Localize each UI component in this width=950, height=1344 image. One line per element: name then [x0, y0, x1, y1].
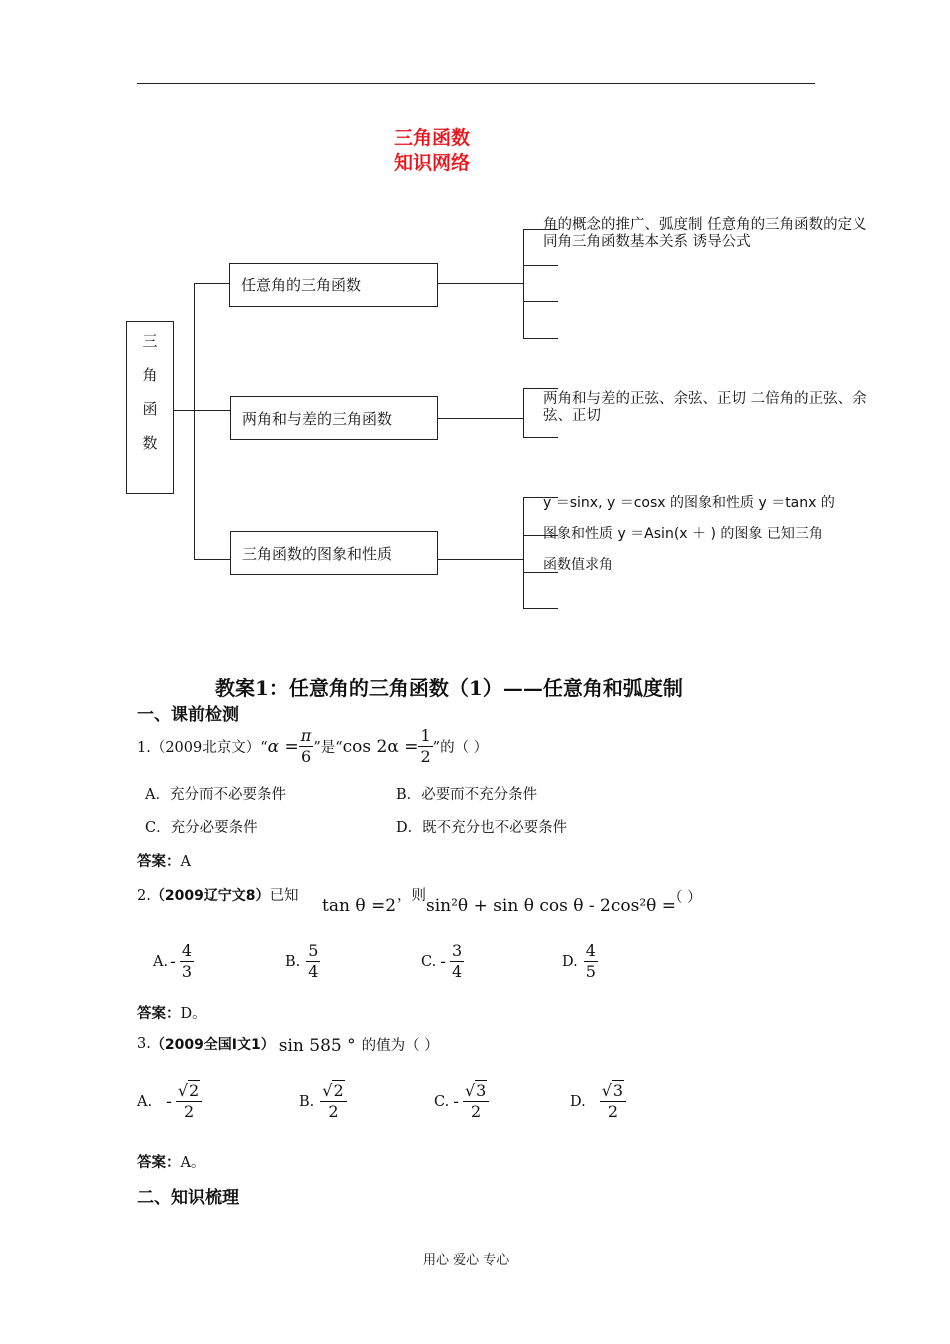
- connector: [523, 388, 558, 389]
- q1-six: 6: [300, 747, 312, 766]
- answer-label: 答案：: [137, 853, 181, 870]
- q2-then: ，则: [397, 888, 426, 904]
- option-label: C.: [434, 1093, 450, 1110]
- option-fraction: [450, 942, 464, 981]
- root-char: 角: [142, 366, 158, 384]
- q1-mid: ”是“: [313, 740, 343, 756]
- connector: [523, 437, 558, 438]
- q2-condition: tan θ =2: [322, 896, 397, 916]
- option-label: D.: [570, 1093, 586, 1110]
- q3-source: （2009全国Ⅰ文1）: [150, 1037, 275, 1053]
- option-label: A.: [153, 953, 169, 970]
- leaf-text-3-line: y ＝sinx, y ＝cosx 的图象和性质 y ＝tanx 的: [543, 495, 835, 511]
- q2-number: 2.: [137, 888, 151, 904]
- q1-fraction: [299, 727, 314, 766]
- q2-known: 已知: [269, 888, 299, 904]
- q3-expression: sin 585 °: [278, 1036, 356, 1056]
- option-fraction: [180, 942, 194, 981]
- q2-option-c: [421, 942, 464, 981]
- q1-one: 1: [420, 726, 431, 745]
- q1-cos2a: cos 2α =: [342, 736, 419, 757]
- page-footer: 用心 爱心 专心: [423, 1253, 510, 1268]
- frac-den: 2: [328, 1102, 339, 1121]
- option-sign: -: [166, 1091, 172, 1112]
- answer-value: A。: [180, 1155, 206, 1171]
- q3-answer: [137, 1151, 205, 1172]
- q2-answer: [137, 1002, 207, 1023]
- q1-option-b: B．必要而不充分条件: [396, 787, 538, 803]
- option-fraction: $\frac{√3}{2}$: [463, 1082, 489, 1121]
- leaf-text-1: 角的概念的推广、弧度制 任意角的三角函数的定义 同角三角函数基本关系 诱导公式: [543, 217, 867, 250]
- connector: [438, 418, 524, 419]
- frac-num: 3: [451, 941, 463, 960]
- option-label: B.: [299, 1093, 315, 1110]
- question-1: [137, 727, 488, 766]
- option-fraction: [584, 942, 598, 981]
- root-char: 函: [142, 400, 158, 418]
- q1-answer: [137, 850, 191, 871]
- connector: [523, 229, 524, 339]
- option-sign: -: [170, 951, 176, 972]
- section-heading-1: 一、课前检测: [137, 705, 239, 725]
- frac-den: 2: [183, 1102, 195, 1121]
- branch-box-2: [230, 396, 438, 440]
- option-label: C.: [421, 953, 437, 970]
- q2-option-b: [285, 942, 320, 981]
- branch-label: 任意角的三角函数: [241, 276, 362, 294]
- option-fraction: $\frac{√3}{2}$: [600, 1082, 626, 1121]
- q3-number: 3.: [137, 1036, 151, 1052]
- frac-num: 4: [585, 941, 596, 960]
- q1-suffix: ”的（ ）: [432, 740, 489, 756]
- option-fraction: $\frac{√2}{2}$: [176, 1082, 202, 1121]
- connector: [523, 608, 558, 609]
- radicand: 2: [333, 1081, 344, 1100]
- connector: [523, 265, 558, 266]
- radicand: 2: [189, 1081, 200, 1100]
- frac-num: 5: [308, 941, 319, 960]
- q1-two: 2: [420, 747, 431, 766]
- branch-label: 两角和与差的三角函数: [242, 410, 393, 428]
- branch-box-1: [229, 263, 438, 307]
- answer-value: D。: [180, 1006, 207, 1022]
- leaf-text-3-line: 图象和性质 y ＝Asin(x ＋ ) 的图象 已知三角: [543, 526, 823, 542]
- frac-den: 3: [181, 962, 193, 981]
- answer-label: 答案：: [137, 1005, 181, 1022]
- q1-option-a: A．充分而不必要条件: [145, 787, 286, 803]
- frac-den: 2: [471, 1102, 482, 1121]
- connector: [523, 388, 524, 438]
- connector: [523, 338, 558, 339]
- title-line-1: 三角函数: [394, 127, 471, 149]
- question-3: [137, 1032, 439, 1056]
- q3-option-c: [434, 1082, 489, 1121]
- frac-den: 4: [308, 962, 319, 981]
- q2-option-a: [153, 942, 194, 981]
- frac-den: 4: [451, 962, 463, 981]
- option-fraction: $\frac{√2}{2}$: [320, 1082, 346, 1121]
- root-box: [126, 321, 174, 494]
- connector: [523, 301, 558, 302]
- knowledge-diagram: [0, 0, 950, 640]
- frac-num: 4: [181, 941, 193, 960]
- option-sign: -: [453, 1091, 459, 1112]
- option-fraction: [306, 942, 320, 981]
- frac-den: 2: [607, 1102, 618, 1121]
- connector: [438, 283, 524, 284]
- q1-option-c: C．充分必要条件: [145, 820, 258, 836]
- lesson-title: 教案1：任意角的三角函数（1）——任意角和弧度制: [215, 676, 683, 700]
- q2-source: （2009辽宁文8）: [150, 888, 270, 904]
- option-label: D.: [562, 953, 578, 970]
- branch-box-3: [230, 531, 438, 575]
- answer-label: 答案：: [137, 1154, 181, 1171]
- connector: [174, 410, 195, 411]
- option-label: A.: [137, 1093, 153, 1110]
- section-heading-2: 二、知识梳理: [137, 1188, 239, 1208]
- q2-option-d: [562, 942, 598, 981]
- q3-option-a: [137, 1082, 202, 1121]
- q1-option-d: D．既不充分也不必要条件: [396, 820, 568, 836]
- connector: [438, 559, 524, 560]
- q2-paren: （ ）: [668, 890, 702, 906]
- q3-option-b: [299, 1082, 347, 1121]
- connector: [194, 283, 195, 560]
- root-char: 三: [142, 332, 158, 350]
- title-line-2: 知识网络: [394, 152, 471, 174]
- frac-den: 5: [585, 962, 596, 981]
- question-2: [137, 884, 299, 905]
- radicand: 3: [476, 1081, 487, 1100]
- option-label: B.: [285, 953, 301, 970]
- connector: [523, 497, 524, 609]
- leaf-text-3-line: 函数值求角: [543, 557, 613, 573]
- q3-tail: 的值为（ ）: [361, 1037, 439, 1054]
- option-sign: -: [440, 951, 446, 972]
- radicand: 3: [612, 1081, 624, 1100]
- branch-label: 三角函数的图象和性质: [242, 545, 393, 563]
- q1-pi: π: [300, 726, 312, 745]
- q1-alpha-eq: α =: [267, 736, 299, 757]
- q3-option-d: [570, 1082, 626, 1121]
- connector: [194, 410, 230, 411]
- root-char: 数: [142, 434, 158, 452]
- connector: [194, 559, 230, 560]
- leaf-text-2: 两角和与差的正弦、余弦、正切 二倍角的正弦、余弦、正切: [543, 391, 867, 424]
- leaf-text-3: [543, 488, 873, 581]
- q2-expression: sin²θ + sin θ cos θ - 2cos²θ =: [426, 896, 677, 916]
- q1-fraction: [418, 727, 432, 766]
- q1-prefix: 1.（2009北京文）“: [137, 740, 268, 756]
- answer-value: A: [180, 854, 191, 870]
- connector: [194, 283, 230, 284]
